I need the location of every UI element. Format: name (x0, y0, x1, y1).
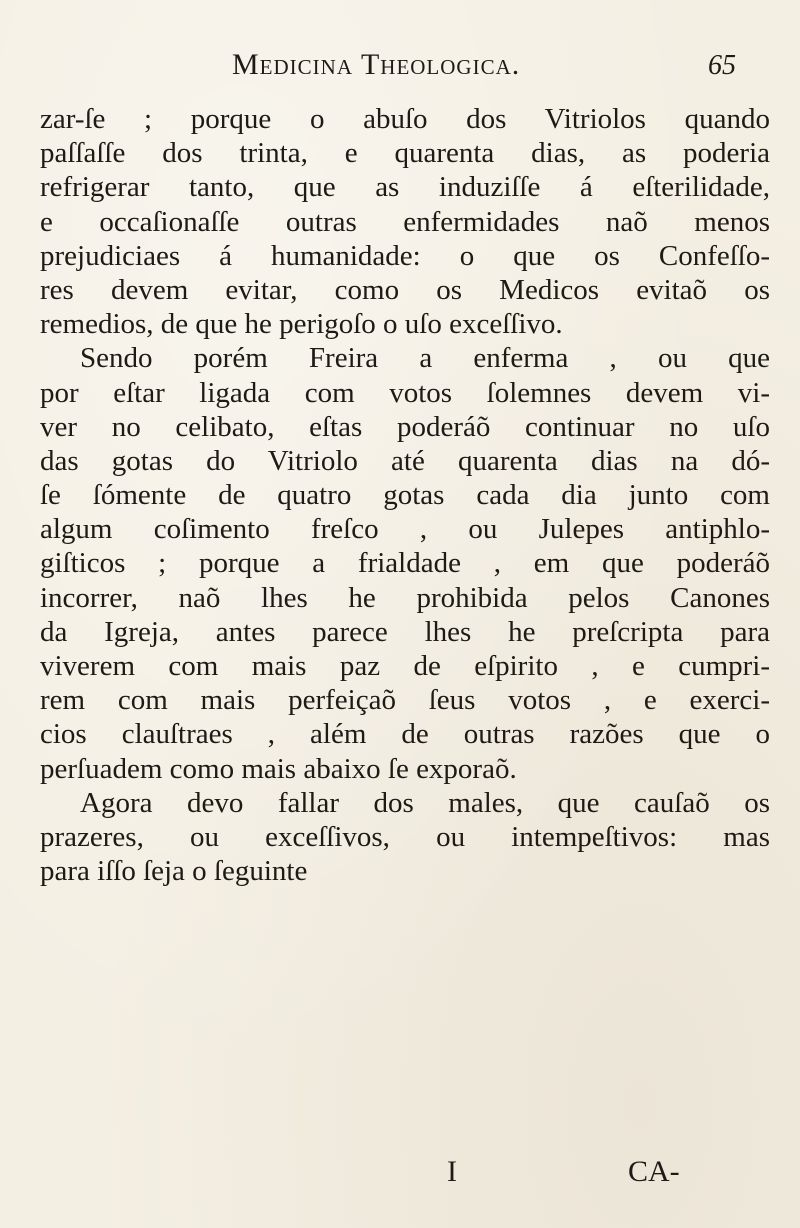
signature-mark: I (447, 1155, 457, 1188)
text-line: da Igreja, antes parece lhes he preſcripta para (40, 615, 770, 648)
text-line: algum coſimento freſco , ou Julepes antiphlo- (40, 513, 770, 546)
text-line: viverem com mais paz de eſpirito , e cumpri- (40, 650, 770, 682)
page-header (232, 48, 792, 92)
text-line: por eſtar ligada com votos ſolemnes devem vi- (40, 376, 770, 409)
page-number: 65 (708, 50, 736, 81)
text-line: ſe ſómente de quatro gotas cada dia junto com (40, 479, 770, 512)
paragraph-start-line: Sendo porém Freira a enferma , ou que (80, 342, 770, 375)
text-line: giſticos ; porque a frialdade , em que poderáõ (40, 547, 770, 580)
body-text (40, 102, 770, 888)
text-line: remedios, de que he perigoſo o uſo exceſſivo. (40, 308, 563, 341)
running-title: Medicina Theologica. (232, 48, 521, 81)
paragraph-start-line: Agora devo fallar dos males, que cauſaõ os (80, 786, 770, 819)
text-line: ver no celibato, eſtas poderáõ continuar no uſo (40, 410, 770, 443)
text-line: paſſaſſe dos trinta, e quarenta dias, as poderia (40, 137, 770, 170)
text-line: incorrer, naõ lhes he prohibida pelos Canones (40, 581, 770, 614)
catchword: CA- (628, 1155, 680, 1188)
text-line: res devem evitar, como os Medicos evitaõ os (40, 273, 770, 306)
text-line: das gotas do Vitriolo até quarenta dias na dó- (40, 444, 770, 477)
page-footer (0, 1155, 800, 1195)
text-line: refrigerar tanto, que as induziſſe á eſterilidade, (40, 171, 770, 204)
text-line: e occaſionaſſe outras enfermidades naõ menos (40, 205, 770, 238)
text-line: prazeres, ou exceſſivos, ou intempeſtivos: mas (40, 820, 770, 853)
text-line: para iſſo ſeja o ſeguinte (40, 855, 308, 888)
text-line: cios clauſtraes , além de outras razões que o (40, 718, 770, 751)
text-line: prejudiciaes á humanidade: o que os Confeſſo- (40, 239, 770, 272)
text-line: perſuadem como mais abaixo ſe exporaõ. (40, 752, 517, 785)
text-line: rem com mais perfeiçaõ ſeus votos , e exerci- (40, 684, 770, 717)
text-line: zar-ſe ; porque o abuſo dos Vitriolos quando (40, 103, 770, 135)
